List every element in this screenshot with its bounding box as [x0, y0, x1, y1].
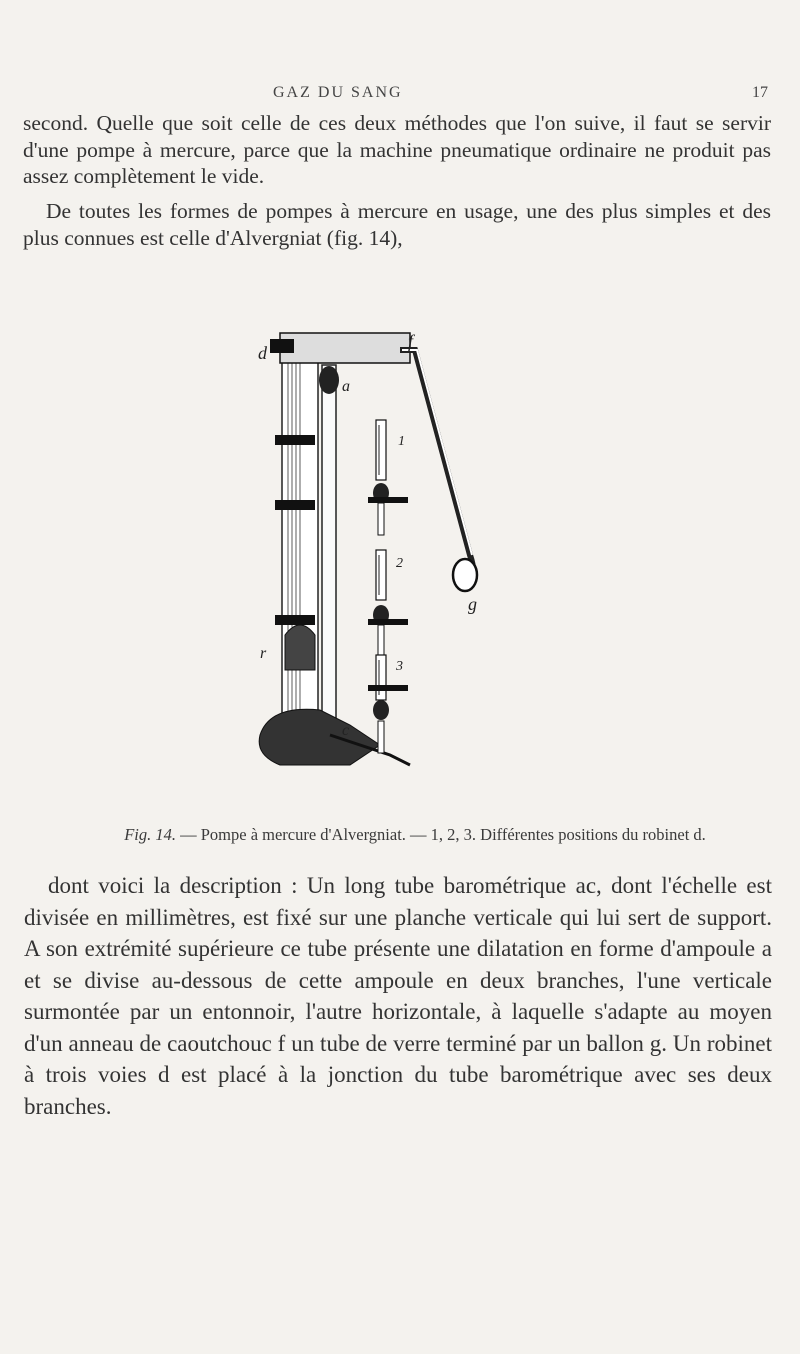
clamp	[275, 500, 315, 510]
figure-caption	[80, 825, 750, 845]
reservoir-r	[285, 625, 315, 670]
label-pos1: 1	[398, 434, 405, 449]
label-c: c	[342, 722, 350, 739]
running-header	[0, 84, 800, 108]
barometric-tube	[322, 365, 336, 755]
clamp	[275, 615, 315, 625]
label-pos2: 2	[396, 556, 403, 571]
label-r: r	[260, 645, 267, 662]
figure-caption-text: — Pompe à mercure d'Alvergniat. — 1, 2, 3. Différentes positions du robinet d.	[180, 825, 706, 844]
paragraph-1: second. Quelle que soit celle de ces deux méthodes que l'on suive, il faut se servir d'une pompe à mercure, parce que la machine pneumatique ordinaire ne produit pas assez complètement le vide.	[23, 111, 771, 188]
bulb-a	[319, 366, 339, 394]
label-f: f	[408, 331, 414, 351]
pump-drawing	[210, 325, 600, 805]
page-number: 17	[752, 84, 768, 101]
label-pos3: 3	[396, 659, 403, 674]
label-d: d	[258, 343, 267, 363]
pump-base	[259, 709, 380, 765]
paragraph-2: De toutes les formes de pompes à mercure en usage, une des plus simples et des plus connues est celle d'Alvergniat (fig. 14),	[23, 199, 771, 250]
top-junction	[280, 333, 410, 363]
label-g: g	[468, 594, 477, 614]
figure-pump-illustration	[210, 325, 600, 805]
side-branch-tube	[400, 350, 473, 585]
tap-d-handle	[270, 339, 294, 353]
running-title: GAZ DU SANG	[273, 84, 403, 101]
paragraph-3: dont voici la description : Un long tube barométrique ac, dont l'échelle est divisée en millimètres, est fixé sur une planche verticale qui lui sert de support. A son extrémité supérieure ce tube présente une dilatation en forme d'ampoule a et se divise au-dessous de cette ampoule en deux branches, l'une verticale surmontée par un entonnoir, l'autre horizontale, à laquelle s'adapte au moyen d'un anneau de caoutchouc f un tube de verre terminé par un ballon g. Un robinet à trois voies d est placé à la jonction du tube barométrique avec ses deux branches.	[24, 873, 772, 1119]
balloon-g	[453, 559, 477, 591]
figure-number: Fig. 14.	[124, 825, 176, 844]
label-a: a	[342, 378, 350, 395]
clamp	[275, 435, 315, 445]
